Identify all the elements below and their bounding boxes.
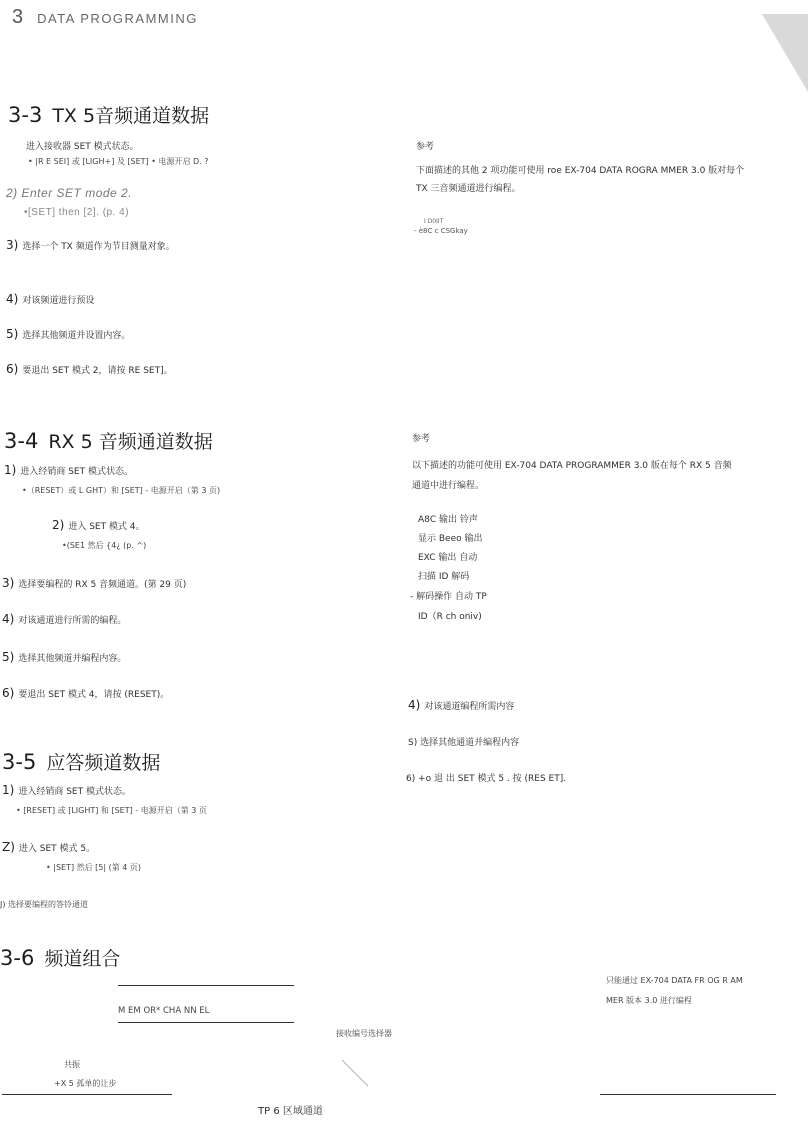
step-number: 4)	[2, 612, 15, 626]
step-number: 3)	[6, 238, 19, 252]
s34-ref-line2: 通道中进行编程。	[412, 481, 485, 491]
s35-step2	[2, 840, 95, 854]
step-number: 6)	[6, 362, 19, 376]
receiver-selector-label: 接收编号选择器	[336, 1029, 392, 1038]
section-title: 应答频道数据	[46, 752, 161, 774]
step-text: 选择一个 TX 频道作为节目测量对象。	[22, 242, 175, 252]
section-title: RX 5 音频通道数据	[48, 431, 213, 453]
s33-step2: 2) Enter SET mode 2.	[6, 186, 133, 200]
section-number: 3-5	[2, 750, 37, 774]
step-text: 要退出 SET 模式 2，请按 RE SET]。	[22, 366, 173, 376]
step-number: 1)	[2, 783, 15, 797]
step-text: 进入经销商 SET 模式状态。	[18, 787, 131, 797]
s34-ref-title: 参考	[412, 434, 431, 444]
page-corner-mark	[762, 14, 808, 92]
s34-step6	[2, 686, 169, 700]
chapter-header	[12, 6, 198, 29]
step-number: 2)	[52, 518, 65, 532]
step-number: 3)	[2, 576, 15, 590]
s35-step1	[2, 783, 131, 797]
s33-step4	[6, 292, 94, 306]
s34-ref-item: EXC 输出 自动	[418, 553, 478, 563]
section-number: 3-3	[8, 103, 43, 127]
s34-right-step5: S) 选择其他通道并编程内容	[408, 738, 520, 748]
step-number: 1)	[4, 463, 17, 477]
step-text: 要退出 SET 模式 4，请按 (RESET)。	[18, 690, 170, 700]
s35-step2-sub: • |SET] 然后 [5| (第 4 页)	[46, 863, 142, 872]
s34-step4	[2, 612, 126, 626]
section-title: 频道组合	[44, 948, 121, 970]
step-number: 4)	[6, 292, 19, 306]
section-3-6-heading	[0, 944, 120, 971]
s33-ref-title: 参考	[416, 142, 435, 152]
section-number: 3-6	[0, 946, 35, 970]
s34-right-step6: 6) +o 退 出 SET 模式 5 . 按 (RES ET].	[406, 774, 567, 784]
s34-right-step4	[408, 698, 514, 712]
s34-step2-sub: •(SE1 然后 {4¿ (p. ^)	[62, 541, 147, 550]
s33-step1-sub: • |R E SEI] 或 [LIGH+] 及 [SET] • 电源开启 D. ?	[28, 157, 209, 166]
s34-ref-item: ID（R ch oniv)	[418, 612, 482, 622]
s35-step1-sub: • [RESET] 或 [LIGHT] 和 [SET] - 电源开启（第 3 页	[16, 806, 207, 815]
diagram-line-bottom-right	[600, 1094, 776, 1095]
resonance-label: 共振	[64, 1060, 80, 1069]
step-number: 6)	[2, 686, 15, 700]
step-text: 选择其他频道并编程内容。	[18, 654, 127, 664]
s34-step1	[4, 463, 133, 477]
memory-channel-label: M EM OR* CHA NN EL	[118, 1006, 210, 1016]
s34-step5	[2, 650, 126, 664]
s33-ref-line1: 下面描述的其他 2 项功能可使用 roe EX-704 DATA ROGRA MMER 3.0 版对每个	[416, 166, 745, 176]
s34-step2	[52, 518, 145, 532]
diagram-line-bottom-left	[2, 1094, 172, 1095]
section-3-5-heading	[2, 748, 160, 775]
s34-step3	[2, 576, 186, 590]
s34-ref-item: A8C 输出 铃声	[418, 515, 478, 525]
section-3-4-heading	[4, 427, 213, 454]
step-number: Z)	[2, 840, 15, 854]
step-text: 进入 SET 模式 5。	[18, 844, 96, 854]
s33-ref-small1: I D0IIT	[424, 218, 444, 225]
step-text: 进入经销商 SET 模式状态。	[20, 467, 133, 477]
diagram-line-top	[118, 985, 294, 986]
s33-step5	[6, 327, 130, 341]
diagram-line-middle	[118, 1022, 294, 1023]
step-number: 4)	[408, 698, 421, 712]
chapter-title: DATA PROGRAMMING	[37, 11, 198, 26]
diagonal-connector	[340, 1058, 370, 1088]
s33-ref-small2: - è8C c CSGkay	[414, 227, 468, 235]
step-text: 对该通道编程所需内容	[424, 702, 515, 712]
s34-ref-item: 显示 Beeo 输出	[418, 534, 483, 544]
s35-step3: J) 选择要编程的答铃通道	[0, 900, 89, 909]
s33-step3	[6, 238, 175, 252]
s34-step1-sub: •（RESET）或 L GHT）和 [SET] - 电源开启（第 3 页)	[22, 486, 221, 495]
s33-ref-line2: TX 三音频通道进行编程。	[416, 184, 521, 194]
s33-step6	[6, 362, 173, 376]
step-number: 5)	[2, 650, 15, 664]
s34-ref-item: - 解码操作 自动 TP	[410, 592, 487, 602]
s36-note-line2: MER 版本 3.0 进行编程	[606, 996, 692, 1005]
s33-step1: 进入接收器 SET 模式状态。	[26, 142, 139, 152]
step-number: 5)	[6, 327, 19, 341]
section-3-3-heading	[8, 101, 209, 128]
s33-step2-sub: •[SET] then [2]. (p. 4)	[24, 207, 130, 218]
s36-note-line1: 只能通过 EX-704 DATA FR OG R AM	[606, 976, 743, 985]
step-label: +X 5 孤单的让步	[54, 1079, 117, 1088]
s34-ref-line1: 以下描述的功能可使用 EX-704 DATA PROGRAMMER 3.0 版在每个 RX 5 音频	[412, 461, 732, 471]
tp-zone-label: TP 6 区域通道	[258, 1106, 323, 1117]
section-title: TX 5音频通道数据	[52, 105, 210, 127]
step-text: 进入 SET 模式 4。	[68, 522, 145, 532]
section-number: 3-4	[4, 429, 39, 453]
step-text: 选择要编程的 RX 5 音频通道。(第 29 页)	[18, 580, 187, 590]
step-text: 选择其他频道并设置内容。	[22, 331, 131, 341]
s34-ref-item: 扫描 ID 解码	[418, 572, 470, 582]
step-text: 对该通道进行所需的编程。	[18, 616, 127, 626]
chapter-number: 3	[12, 6, 24, 28]
step-text: 对该频道进行预设	[22, 296, 95, 306]
